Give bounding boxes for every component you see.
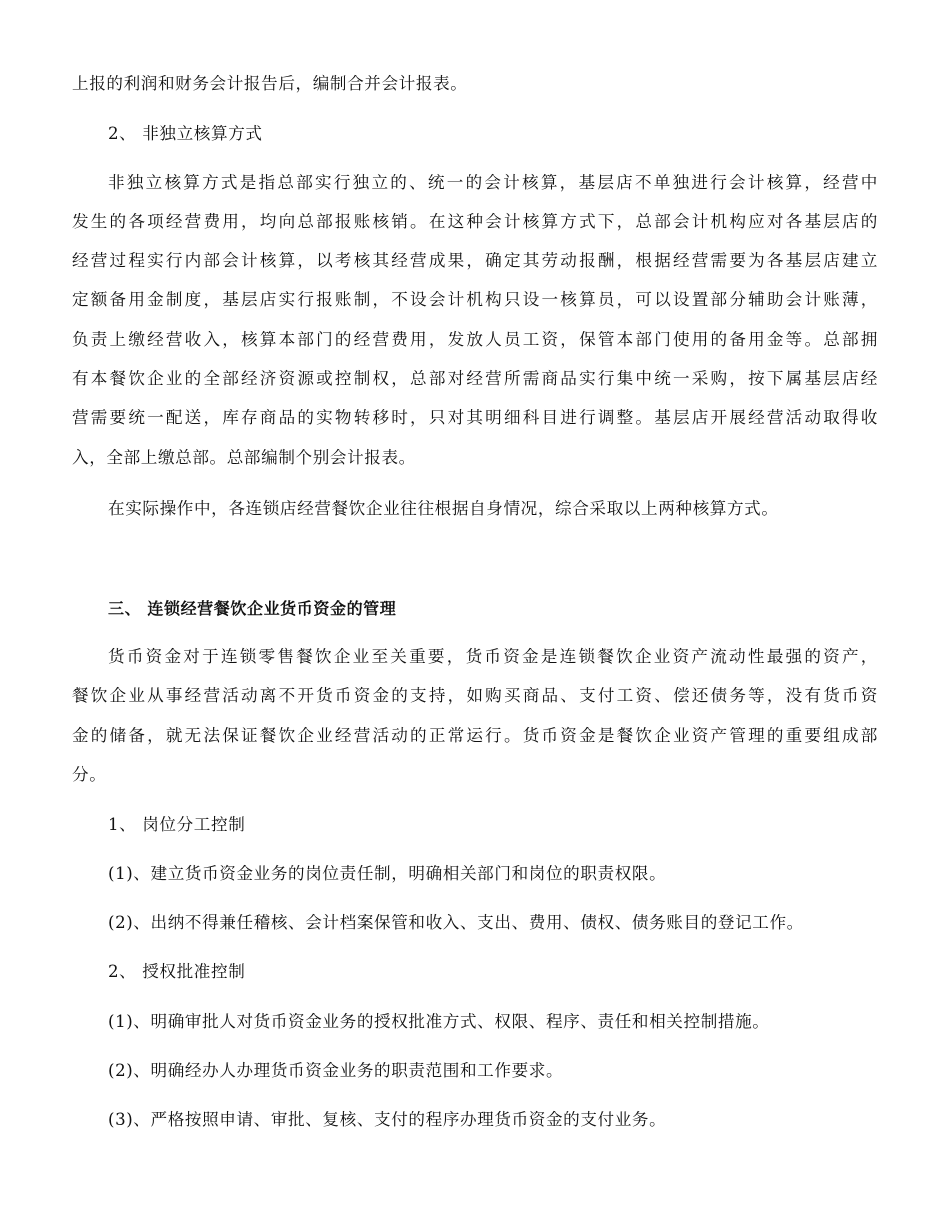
paragraph-line: 发生的各项经营费用，均向总部报账核销。在这种会计核算方式下，总部会计机构应对各基层店的 xyxy=(72,212,878,231)
list-item: (1)、明确审批人对货币资金业务的授权批准方式、权限、程序、责任和相关控制措施。 xyxy=(108,1012,770,1031)
paragraph-line: 在实际操作中，各连锁店经营餐饮企业往往根据自身情况，综合采取以上两种核算方式。 xyxy=(108,499,779,518)
subheading-non-independent-accounting: 2、 非独立核算方式 xyxy=(108,124,263,143)
subheading-position-control: 1、 岗位分工控制 xyxy=(108,815,246,834)
paragraph-line: 入，全部上缴总部。总部编制个别会计报表。 xyxy=(72,448,416,467)
paragraph-line: 有本餐饮企业的全部经济资源或控制权，总部对经营所需商品实行集中统一采购，按下属基层店经 xyxy=(72,369,878,388)
list-item: (1)、建立货币资金业务的岗位责任制，明确相关部门和岗位的职责权限。 xyxy=(108,864,667,883)
paragraph-line: 餐饮企业从事经营活动离不开货币资金的支持，如购买商品、支付工资、偿还债务等，没有货币资 xyxy=(72,686,878,705)
list-item: (2)、明确经办人办理货币资金业务的职责范围和工作要求。 xyxy=(108,1061,564,1080)
paragraph-line: 非独立核算方式是指总部实行独立的、统一的会计核算，基层店不单独进行会计核算，经营中 xyxy=(108,173,878,192)
paragraph-line: 金的储备，就无法保证餐饮企业经营活动的正常运行。货币资金是餐饮企业资产管理的重要组成部 xyxy=(72,726,878,745)
list-item: (3)、严格按照申请、审批、复核、支付的程序办理货币资金的支付业务。 xyxy=(108,1110,667,1129)
paragraph-line: 上报的利润和财务会计报告后，编制合并会计报表。 xyxy=(72,74,468,93)
paragraph-line: 负责上缴经营收入，核算本部门的经营费用，发放人员工资，保管本部门使用的备用金等。总部拥 xyxy=(72,330,878,349)
paragraph-line: 分。 xyxy=(72,765,107,784)
paragraph-line: 经营过程实行内部会计核算，以考核其经营成果，确定其劳动报酬，根据经营需要为各基层店建立 xyxy=(72,251,878,270)
subheading-authorization-control: 2、 授权批准控制 xyxy=(108,962,246,981)
list-item: (2)、出纳不得兼任稽核、会计档案保管和收入、支出、费用、债权、债务账目的登记工作。 xyxy=(108,913,804,932)
paragraph-line: 营需要统一配送，库存商品的实物转移时，只对其明细科目进行调整。基层店开展经营活动取得收 xyxy=(72,408,878,427)
paragraph-line: 货币资金对于连锁零售餐饮企业至关重要，货币资金是连锁餐饮企业资产流动性最强的资产， xyxy=(108,647,878,666)
paragraph-line: 定额备用金制度，基层店实行报账制，不设会计机构只设一核算员，可以设置部分辅助会计账薄， xyxy=(72,290,878,309)
section-heading-cash-management: 三、 连锁经营餐饮企业货币资金的管理 xyxy=(108,599,397,618)
